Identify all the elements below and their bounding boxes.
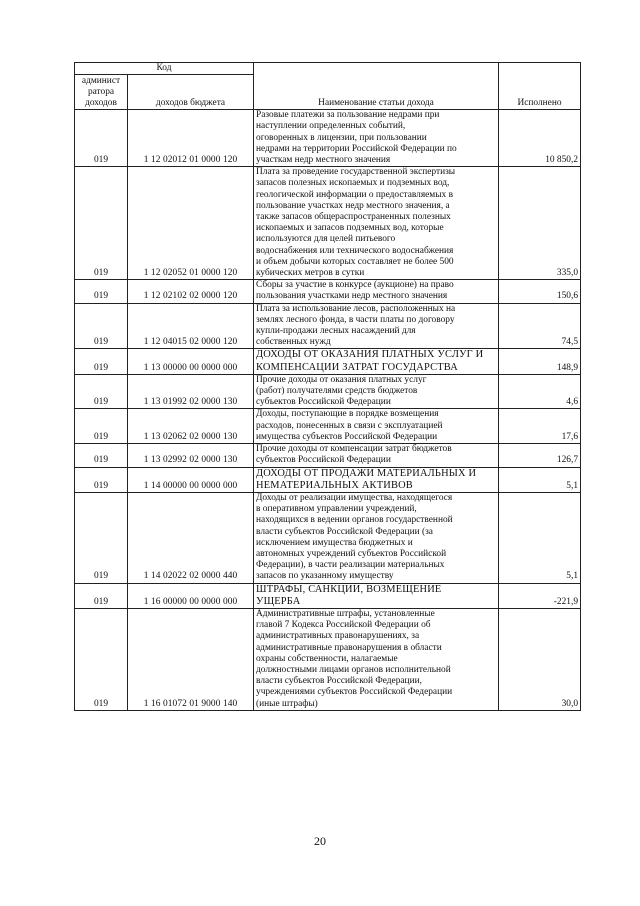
income-name-line: запасов по указанному имуществу [256, 571, 394, 582]
income-name-line: ДОХОДЫ ОТ ОКАЗАНИЯ ПЛАТНЫХ УСЛУГ И [256, 349, 484, 361]
income-name-line: оговоренных в лицензии, при пользовании [256, 132, 427, 143]
income-name-line: Прочие доходы от компенсации затрат бюджетов [256, 444, 452, 455]
income-name-line: пользования участками недр местного значения [256, 291, 448, 302]
income-name-line: землях лесного фонда, в части платы по договору [256, 314, 455, 325]
table-row [75, 444, 581, 467]
income-name-line: в оперативном управлении учреждений, [256, 504, 417, 515]
income-name-line: расходов, понесенных в связи с эксплуатацией [256, 420, 443, 431]
admin-code-cell: 019 [75, 409, 128, 444]
admin-code-cell: 019 [75, 444, 128, 467]
income-code-cell: 1 13 02992 02 0000 130 [128, 444, 254, 467]
admin-code-cell: 019 [75, 492, 128, 583]
admin-code-cell: 019 [75, 608, 128, 710]
income-name-line: автономных учреждений субъектов Российской [256, 548, 447, 559]
admin-code-cell: 019 [75, 110, 128, 167]
executed-value-cell: 335,0 [499, 167, 581, 280]
admin-code-cell: 019 [75, 374, 128, 409]
admin-code-cell: 019 [75, 349, 128, 374]
income-name-cell [254, 492, 499, 583]
income-name-cell [254, 444, 499, 467]
income-code-cell: 1 12 02012 01 0000 120 [128, 110, 254, 167]
executed-value-cell: 4,6 [499, 374, 581, 409]
income-name-line: геологической информации о предоставляемых в [256, 189, 453, 200]
income-name-line: КОМПЕНСАЦИИ ЗАТРАТ ГОСУДАРСТВА [256, 361, 458, 373]
admin-code-cell: 019 [75, 303, 128, 349]
income-name-cell [254, 280, 499, 303]
income-name-line: используются для целей питьевого [256, 234, 396, 245]
income-name-cell [254, 608, 499, 710]
income-name-line: Прочие доходы от оказания платных услуг [256, 374, 427, 385]
income-name-line: также запасов общераспространенных полезных [256, 212, 451, 223]
income-code-cell: 1 14 02022 02 0000 440 [128, 492, 254, 583]
income-name-line: УЩЕРБА [256, 595, 301, 607]
income-name-line: Плата за проведение государственной экспертизы [256, 167, 456, 178]
income-name-line: водоснабжения или технического водоснабжения [256, 245, 454, 256]
income-name-line: охраны собственности, налагаемые [256, 653, 398, 664]
income-name-cell [254, 583, 499, 608]
income-name-line: Доходы от реализации имущества, находящегося [256, 492, 453, 503]
income-code-cell: 1 12 02102 02 0000 120 [128, 280, 254, 303]
income-name-line: недрами на территории Российской Федерации по [256, 143, 457, 154]
executed-value-cell: 126,7 [499, 444, 581, 467]
income-name-line: Административные штрафы, установленные [256, 608, 435, 619]
income-name-line: власти субъектов Российской Федерации (за [256, 526, 433, 537]
table-row [75, 167, 581, 280]
header-administrator-line: админист [81, 75, 121, 86]
income-name-line: Федерации), в части реализации материальных [256, 560, 445, 571]
header-administrator-line: доходов [85, 98, 117, 108]
table-row [75, 492, 581, 583]
table-row [75, 409, 581, 444]
table-row [75, 349, 581, 374]
header-income-name: Наименование статьи дохода [254, 63, 499, 110]
income-name-line: собственных нужд [256, 337, 331, 348]
income-name-cell [254, 349, 499, 374]
income-name-line: Сборы за участие в конкурсе (аукционе) на право [256, 280, 454, 291]
income-name-line: Доходы, поступающие в порядке возмещения [256, 409, 439, 420]
income-name-line: Плата за использование лесов, расположенных на [256, 303, 456, 314]
admin-code-cell: 019 [75, 280, 128, 303]
income-name-cell [254, 167, 499, 280]
income-name-cell [254, 303, 499, 349]
budget-income-table [74, 62, 581, 711]
income-name-cell [254, 409, 499, 444]
table-row [75, 303, 581, 349]
income-name-line: (иные штрафы) [256, 698, 318, 709]
executed-value-cell: -221,9 [499, 583, 581, 608]
header-executed: Исполнено [499, 63, 581, 110]
table-row [75, 110, 581, 167]
header-administrator-line: ратора [87, 86, 115, 97]
income-name-line: пользование участках недр местного значения, а [256, 200, 450, 211]
table-body [75, 110, 581, 711]
income-name-line: административных правонарушениях, за [256, 631, 420, 642]
executed-value-cell: 5,1 [499, 492, 581, 583]
table-row [75, 467, 581, 492]
header-row-top [75, 63, 581, 75]
income-code-cell: 1 16 01072 01 9000 140 [128, 608, 254, 710]
income-name-line: ШТРАФЫ, САНКЦИИ, ВОЗМЕЩЕНИЕ [256, 583, 442, 595]
income-name-line: кубических метров в сутки [256, 268, 365, 279]
header-administrator [75, 75, 128, 110]
income-name-line: должностными лицами органов исполнительной [256, 664, 451, 675]
income-name-cell [254, 374, 499, 409]
executed-value-cell: 17,6 [499, 409, 581, 444]
table-row [75, 374, 581, 409]
executed-value-cell: 74,5 [499, 303, 581, 349]
page-number: 20 [314, 834, 326, 848]
income-name-line: административные правонарушения в области [256, 642, 442, 653]
income-name-line: субъектов Российской Федерации [256, 455, 391, 466]
income-name-line: Разовые платежи за пользование недрами при [256, 110, 440, 121]
income-name-line: субъектов Российской Федерации [256, 397, 391, 408]
executed-value-cell: 148,9 [499, 349, 581, 374]
header-code-group: Код [75, 63, 254, 75]
income-code-cell: 1 13 01992 02 0000 130 [128, 374, 254, 409]
income-code-cell: 1 16 00000 00 0000 000 [128, 583, 254, 608]
executed-value-cell: 30,0 [499, 608, 581, 710]
income-code-cell: 1 13 00000 00 0000 000 [128, 349, 254, 374]
admin-code-cell: 019 [75, 467, 128, 492]
income-name-line: учреждениями субъектов Российской Федерации [256, 687, 453, 698]
admin-code-cell: 019 [75, 167, 128, 280]
table-row [75, 280, 581, 303]
income-code-cell: 1 12 02052 01 0000 120 [128, 167, 254, 280]
executed-value-cell: 150,6 [499, 280, 581, 303]
income-name-line: власти субъектов Российской Федерации, [256, 676, 422, 687]
income-name-cell [254, 110, 499, 167]
income-name-cell [254, 467, 499, 492]
income-code-cell: 1 13 02062 02 0000 130 [128, 409, 254, 444]
income-name-line: исключением имущества бюджетных и [256, 537, 413, 548]
income-code-cell: 1 14 00000 00 0000 000 [128, 467, 254, 492]
income-code-cell: 1 12 04015 02 0000 120 [128, 303, 254, 349]
income-name-line: наступлении определенных событий, [256, 121, 406, 132]
table-row [75, 608, 581, 710]
income-name-line: участкам недр местного значения [256, 155, 391, 166]
income-name-line: ископаемых и запасов подземных вод, которые [256, 223, 444, 234]
income-name-line: купли-продажи лесных насаждений для [256, 326, 416, 337]
income-name-line: и объем добычи которых составляет не более 500 [256, 256, 454, 267]
income-name-line: (работ) получателями средств бюджетов [256, 386, 418, 397]
executed-value-cell: 5,1 [499, 467, 581, 492]
income-name-line: НЕМАТЕРИАЛЬНЫХ АКТИВОВ [256, 479, 413, 491]
income-name-line: находящихся в ведении органов государственной [256, 515, 453, 526]
income-name-line: главой 7 Кодекса Российской Федерации об [256, 620, 431, 631]
income-name-line: ДОХОДЫ ОТ ПРОДАЖИ МАТЕРИАЛЬНЫХ И [256, 467, 477, 479]
table-row [75, 583, 581, 608]
executed-value-cell: 10 850,2 [499, 110, 581, 167]
income-name-line: запасов полезных ископаемых и подземных вод, [256, 178, 450, 189]
income-name-line: имущества субъектов Российской Федерации [256, 431, 438, 442]
header-income-code: доходов бюджета [128, 75, 254, 110]
admin-code-cell: 019 [75, 583, 128, 608]
